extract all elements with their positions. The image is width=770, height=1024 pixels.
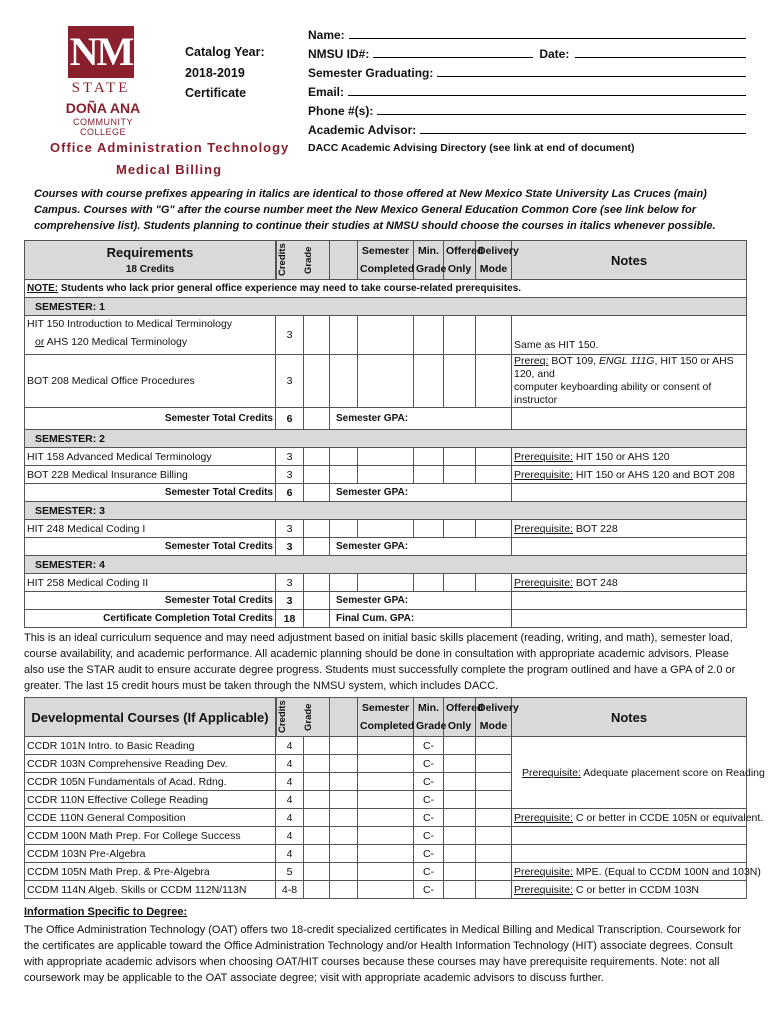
developmental-header: Developmental Courses (If Applicable) [25,698,276,737]
table-row: CCDM 105N Math Prep. & Pre-Algebra [25,863,276,881]
course-credits: 4 [276,737,304,755]
min-grade: C- [414,773,444,791]
semester-graduating-field[interactable]: Semester Graduating: [308,64,746,80]
hit258-credits: 3 [276,574,304,592]
dev-delivery-header: Delivery Mode [476,698,512,737]
table-row: CCDM 103N Pre-Algebra [25,845,276,863]
min-grade-header: Min. Grade [414,241,444,280]
hit248-credits: 3 [276,520,304,538]
hit150-course: HIT 150 Introduction to Medical Terminology or AHS 120 Medical Terminology [25,316,276,355]
email-field[interactable]: Email: [308,83,746,99]
bot208-note: Prereq: BOT 109, ENGL 111G, HIT 150 or AHS 120, and computer keyboarding ability or consent of instructor [512,355,747,408]
course-credits: 4 [276,791,304,809]
cert-total-label: Certificate Completion Total Credits [25,610,276,628]
table-row: CCDR 103N Comprehensive Reading Dev. [25,755,276,773]
sem2-total: 6 [276,484,304,502]
bot228-course: BOT 228 Medical Insurance Billing [25,466,276,484]
logo-state-text: STATE [71,80,131,96]
semester-2-heading: SEMESTER: 2 [25,430,747,448]
reading-prereq-note: Prerequisite: Adequate placement score on Reading [512,737,747,809]
semester-4-heading: SEMESTER: 4 [25,556,747,574]
bot228-note: Prerequisite: HIT 150 or AHS 120 and BOT 208 [512,466,747,484]
course-credits: 4 [276,809,304,827]
math105-prereq-note: Prerequisite: MPE. (Equal to CCDM 100N and 103N) [512,863,747,881]
table-row: CCDR 105N Fundamentals of Acad. Rdng. [25,773,276,791]
min-grade: C- [414,881,444,899]
academic-advisor-field[interactable]: Academic Advisor: [308,121,746,137]
hit158-credits: 3 [276,448,304,466]
min-grade: C- [414,809,444,827]
dev-notes-header: Notes [512,698,747,737]
delivery-mode-header: Delivery Mode [476,241,512,280]
table-row: CCDR 110N Effective College Reading [25,791,276,809]
course-credits: 4 [276,755,304,773]
prior-experience-note: NOTE: Students who lack prior general office experience may need to take course-related prerequisites. [25,280,747,298]
degree-info-paragraph: The Office Administration Technology (OAT) offers two 18-credit specialized certificates in Medical Billing and Medical Transcription. Coursework for the certificates are applicable toward the Office Administration Technology and/or Health Information Technology (HIT) associate degrees. Consult with appropriate academic advisors when choosing OAT/HIT courses because these courses may have prerequisite requirements. Note: not all coursework may be applicable to the OAT associate degree; visit with appropriate academic advisors to discuss further. [24,924,741,984]
sem1-total: 6 [276,408,304,430]
dev-grade-header: Grade [303,703,314,731]
course-credits: 5 [276,863,304,881]
sem2-total-label: Semester Total Credits [25,484,276,502]
requirements-table [24,240,747,628]
requirements-header: Requirements 18 Credits [25,241,276,280]
semester-3-heading: SEMESTER: 3 [25,502,747,520]
certificate-label: Certificate [185,86,247,100]
min-grade: C- [414,755,444,773]
sem3-total: 3 [276,538,304,556]
dev-semester-header: Semester Completed [358,698,414,737]
sem1-total-label: Semester Total Credits [25,408,276,430]
cert-total: 18 [276,610,304,628]
table-row: CCDM 100N Math Prep. For College Success [25,827,276,845]
min-grade: C- [414,845,444,863]
bot208-credits: 3 [276,355,304,408]
bot208-course: BOT 208 Medical Office Procedures [25,355,276,408]
semester-cell[interactable] [358,316,414,355]
name-field[interactable]: Name: [308,26,746,42]
dev-credits-header: Credits [276,698,303,736]
phone-field[interactable]: Phone #(s): [308,102,746,118]
nm-state-logo: NM [68,26,134,78]
composition-prereq-note: Prerequisite: C or better in CCDE 105N or equivalent. [512,809,747,827]
min-grade: C- [414,737,444,755]
dona-ana-text: DOÑA ANA [65,100,141,116]
math114-prereq-note: Prerequisite: C or better in CCDM 103N [512,881,747,899]
table-row: CCDM 114N Algeb. Skills or CCDM 112N/113N [25,881,276,899]
hit150-credits: 3 [276,316,304,355]
program-subtitle: Medical Billing [116,162,223,177]
course-credits: 4-8 [276,881,304,899]
program-title: Office Administration Technology [50,140,290,155]
catalog-year-value: 2018-2019 [185,66,245,80]
sem1-gpa: Semester GPA: [330,408,512,430]
community-text: COMMUNITY COLLEGE [73,117,133,137]
course-credits: 4 [276,773,304,791]
sequence-paragraph: This is an ideal curriculum sequence and may need adjustment based on initial basic skills placement (reading, writing, and math), semester load, course availability, and academic performance. All academic planning should be done in consultation with appropriate academic advisors. Please also use the STAR audit to ensure accurate degree progress. Students must successfully complete the program outlined and have a GPA of 2.0 or greater. The last 15 credit hours must be taken through the NMSU system, which includes DACC. [24,632,736,692]
bot228-credits: 3 [276,466,304,484]
min-grade: C- [414,827,444,845]
grade-cell[interactable] [304,316,330,355]
min-grade: C- [414,791,444,809]
hit158-note: Prerequisite: HIT 150 or AHS 120 [512,448,747,466]
semester-completed-header: Semester Completed [358,241,414,280]
intro-text: Courses with course prefixes appearing in italics are identical to those offered at New Mexico State University Las Cruces (main) Campus. Courses with "G" after the course number meet the New Mexico General Education Common Core (see link below for comprehensive list). Students planning to continue their studies at NMSU should choose the courses in italics whenever possible. [34,188,716,232]
dev-min-grade-header: Min. Grade [414,698,444,737]
hit158-course: HIT 158 Advanced Medical Terminology [25,448,276,466]
dacc-directory-link[interactable]: DACC Academic Advising Directory (see link at end of document) [308,142,635,154]
sem4-total: 3 [276,592,304,610]
hit248-note: Prerequisite: BOT 228 [512,520,747,538]
sem4-gpa: Semester GPA: [330,592,512,610]
sem3-gpa: Semester GPA: [330,538,512,556]
dev-offered-header: Offered Only [444,698,476,737]
hit248-course: HIT 248 Medical Coding I [25,520,276,538]
hit258-course: HIT 258 Medical Coding II [25,574,276,592]
nmsu-id-field[interactable]: NMSU ID#: Date: [308,45,746,61]
table-row: CCDE 110N General Composition [25,809,276,827]
catalog-year-label: Catalog Year: [185,45,265,59]
info-heading: Information Specific to Degree: [24,906,188,918]
hit150-note: Same as HIT 150. [512,316,747,355]
table-row: CCDR 101N Intro. to Basic Reading [25,737,276,755]
developmental-table [24,697,765,899]
sem3-total-label: Semester Total Credits [25,538,276,556]
sem4-total-label: Semester Total Credits [25,592,276,610]
offered-only-header: Offered Only [444,241,476,280]
sem2-gpa: Semester GPA: [330,484,512,502]
notes-header: Notes [512,241,747,280]
final-gpa: Final Cum. GPA: [330,610,512,628]
credits-header: Credits [276,241,303,279]
grade-header: Grade [303,246,314,274]
course-credits: 4 [276,827,304,845]
semester-1-heading: SEMESTER: 1 [25,298,747,316]
course-credits: 4 [276,845,304,863]
min-grade: C- [414,863,444,881]
hit258-note: Prerequisite: BOT 248 [512,574,747,592]
